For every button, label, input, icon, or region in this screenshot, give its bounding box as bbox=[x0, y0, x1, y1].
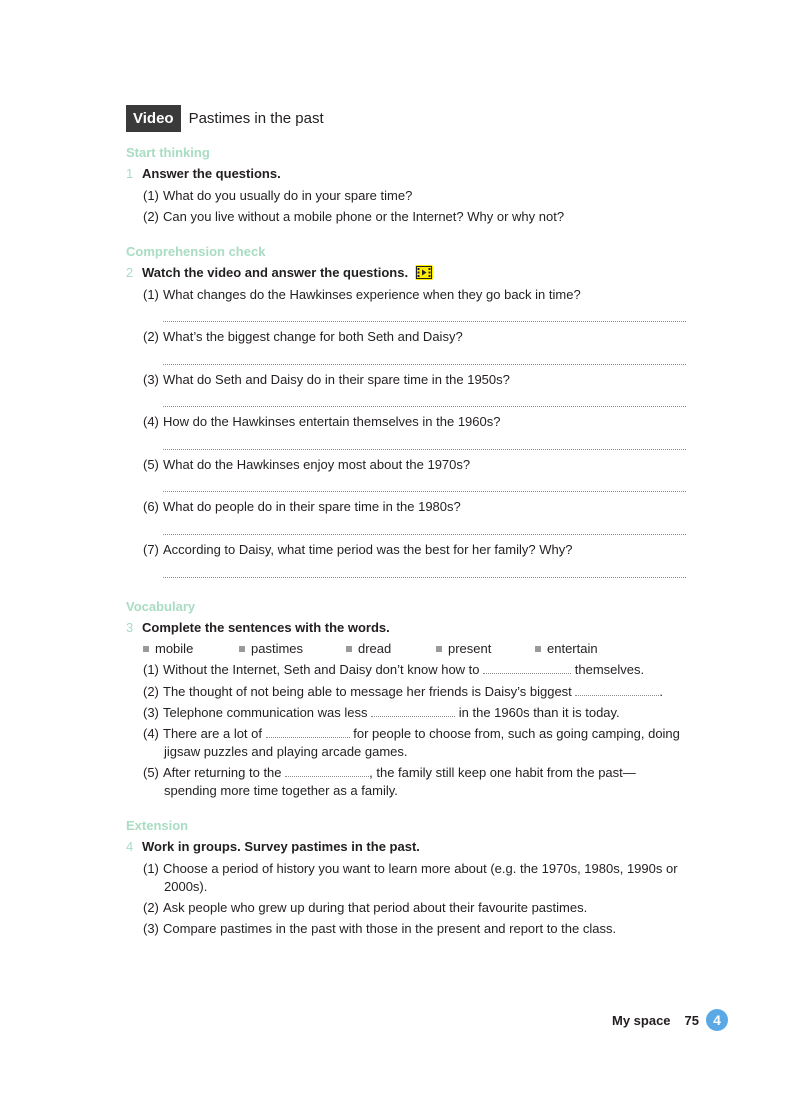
fill-blank[interactable] bbox=[575, 684, 659, 696]
q4-heading bbox=[126, 839, 420, 854]
answer-line[interactable] bbox=[163, 321, 686, 322]
item-text: What do you usually do in your spare time? bbox=[163, 188, 413, 203]
q4-item bbox=[143, 900, 587, 915]
item-number: (2) bbox=[143, 209, 159, 224]
word-bank-item: pastimes bbox=[239, 641, 303, 656]
answer-line[interactable] bbox=[163, 534, 686, 535]
word-bank-item: entertain bbox=[535, 641, 598, 656]
sentence-part: Telephone communication was less bbox=[163, 705, 368, 720]
item-text: Choose a period of history you want to learn more about (e.g. the 1970s, 1980s, 1990s or bbox=[163, 861, 678, 876]
q3-item bbox=[143, 726, 680, 741]
q2-item bbox=[143, 287, 581, 302]
item-number: (1) bbox=[143, 188, 159, 203]
page-number: 75 bbox=[684, 1013, 700, 1028]
item-text: Ask people who grew up during that period about their favourite pastimes. bbox=[163, 900, 588, 915]
item-number: (2) bbox=[143, 684, 159, 699]
sentence-part: After returning to the bbox=[163, 765, 282, 780]
video-play-icon[interactable] bbox=[415, 265, 433, 280]
answer-line[interactable] bbox=[163, 449, 686, 450]
section-start-thinking: Start thinking bbox=[126, 145, 210, 160]
video-tag: Video bbox=[126, 105, 181, 132]
fill-blank[interactable] bbox=[285, 765, 369, 777]
item-text: What changes do the Hawkinses experience when they go back in time? bbox=[163, 287, 581, 302]
q3-item-continuation: jigsaw puzzles and playing arcade games. bbox=[164, 744, 408, 759]
q1-item bbox=[143, 209, 564, 224]
q2-instruction: Watch the video and answer the questions. bbox=[142, 265, 409, 280]
item-text: What do people do in their spare time in the 1980s? bbox=[163, 499, 461, 514]
q2-number: 2 bbox=[126, 265, 134, 280]
sentence-part: in the 1960s than it is today. bbox=[458, 705, 620, 720]
q2-heading bbox=[126, 265, 433, 280]
word-bank-item: dread bbox=[346, 641, 391, 656]
q2-item bbox=[143, 542, 572, 557]
item-text: What do Seth and Daisy do in their spare time in the 1950s? bbox=[163, 372, 510, 387]
item-number: (7) bbox=[143, 542, 159, 557]
item-number: (1) bbox=[143, 662, 159, 677]
item-number: (3) bbox=[143, 921, 159, 936]
q1-instruction: Answer the questions. bbox=[142, 166, 281, 181]
item-number: (6) bbox=[143, 499, 159, 514]
sentence-part: themselves. bbox=[574, 662, 645, 677]
item-number: (1) bbox=[143, 861, 159, 876]
item-number: (4) bbox=[143, 726, 159, 741]
sentence-part: There are a lot of bbox=[163, 726, 262, 741]
q3-item bbox=[143, 705, 620, 720]
fill-blank[interactable] bbox=[266, 726, 350, 738]
word-bank-item: present bbox=[436, 641, 491, 656]
item-number: (2) bbox=[143, 900, 159, 915]
q1-heading bbox=[126, 166, 281, 181]
q3-item bbox=[143, 765, 636, 780]
page-title: Pastimes in the past bbox=[188, 110, 324, 127]
bullet-square-icon bbox=[436, 646, 442, 652]
answer-line[interactable] bbox=[163, 406, 686, 407]
q2-item bbox=[143, 372, 510, 387]
bullet-square-icon bbox=[535, 646, 541, 652]
item-number: (4) bbox=[143, 414, 159, 429]
q3-item-continuation: spending more time together as a family. bbox=[164, 783, 398, 798]
word-bank bbox=[143, 641, 623, 657]
item-text: What’s the biggest change for both Seth and Daisy? bbox=[163, 329, 463, 344]
q2-item bbox=[143, 457, 470, 472]
item-number: (3) bbox=[143, 372, 159, 387]
q4-item bbox=[143, 921, 616, 936]
item-number: (5) bbox=[143, 765, 159, 780]
bullet-square-icon bbox=[346, 646, 352, 652]
page-footer bbox=[612, 1013, 699, 1028]
item-text: Can you live without a mobile phone or the Internet? Why or why not? bbox=[163, 209, 565, 224]
item-text: What do the Hawkinses enjoy most about the 1970s? bbox=[163, 457, 471, 472]
q4-item bbox=[143, 861, 689, 876]
q4-instruction: Work in groups. Survey pastimes in the past. bbox=[142, 839, 420, 854]
q3-heading bbox=[126, 620, 390, 635]
section-extension: Extension bbox=[126, 818, 189, 833]
q4-number: 4 bbox=[126, 839, 134, 854]
item-number: (2) bbox=[143, 329, 159, 344]
sentence-part: for people to choose from, such as going camping, doing bbox=[353, 726, 680, 741]
unit-badge: 4 bbox=[706, 1009, 728, 1031]
item-number: (1) bbox=[143, 287, 159, 302]
item-text: How do the Hawkinses entertain themselves in the 1960s? bbox=[163, 414, 501, 429]
q2-item bbox=[143, 499, 461, 514]
q2-item bbox=[143, 414, 500, 429]
item-text: Compare pastimes in the past with those in the present and report to the class. bbox=[163, 921, 617, 936]
q2-item bbox=[143, 329, 463, 344]
q3-number: 3 bbox=[126, 620, 134, 635]
q3-item bbox=[143, 662, 644, 677]
q4-item-continuation: 2000s). bbox=[164, 879, 208, 894]
q1-number: 1 bbox=[126, 166, 134, 181]
fill-blank[interactable] bbox=[483, 662, 571, 674]
sentence-part: Without the Internet, Seth and Daisy don’t know how to bbox=[163, 662, 480, 677]
word-bank-item: mobile bbox=[143, 641, 193, 656]
q3-item bbox=[143, 684, 663, 699]
bullet-square-icon bbox=[143, 646, 149, 652]
bullet-square-icon bbox=[239, 646, 245, 652]
answer-line[interactable] bbox=[163, 577, 686, 578]
footer-label: My space bbox=[612, 1013, 671, 1028]
sentence-part: The thought of not being able to message her friends is Daisy’s biggest bbox=[163, 684, 572, 699]
item-number: (5) bbox=[143, 457, 159, 472]
answer-line[interactable] bbox=[163, 491, 686, 492]
section-vocabulary: Vocabulary bbox=[126, 599, 196, 614]
fill-blank[interactable] bbox=[371, 705, 455, 717]
section-comprehension-check: Comprehension check bbox=[126, 244, 266, 259]
video-header bbox=[126, 105, 324, 132]
item-text: According to Daisy, what time period was the best for her family? Why? bbox=[163, 542, 573, 557]
q3-instruction: Complete the sentences with the words. bbox=[142, 620, 390, 635]
sentence-part: . bbox=[659, 684, 664, 699]
sentence-part: , the family still keep one habit from the past— bbox=[369, 765, 636, 780]
answer-line[interactable] bbox=[163, 364, 686, 365]
q1-item bbox=[143, 188, 412, 203]
item-number: (3) bbox=[143, 705, 159, 720]
